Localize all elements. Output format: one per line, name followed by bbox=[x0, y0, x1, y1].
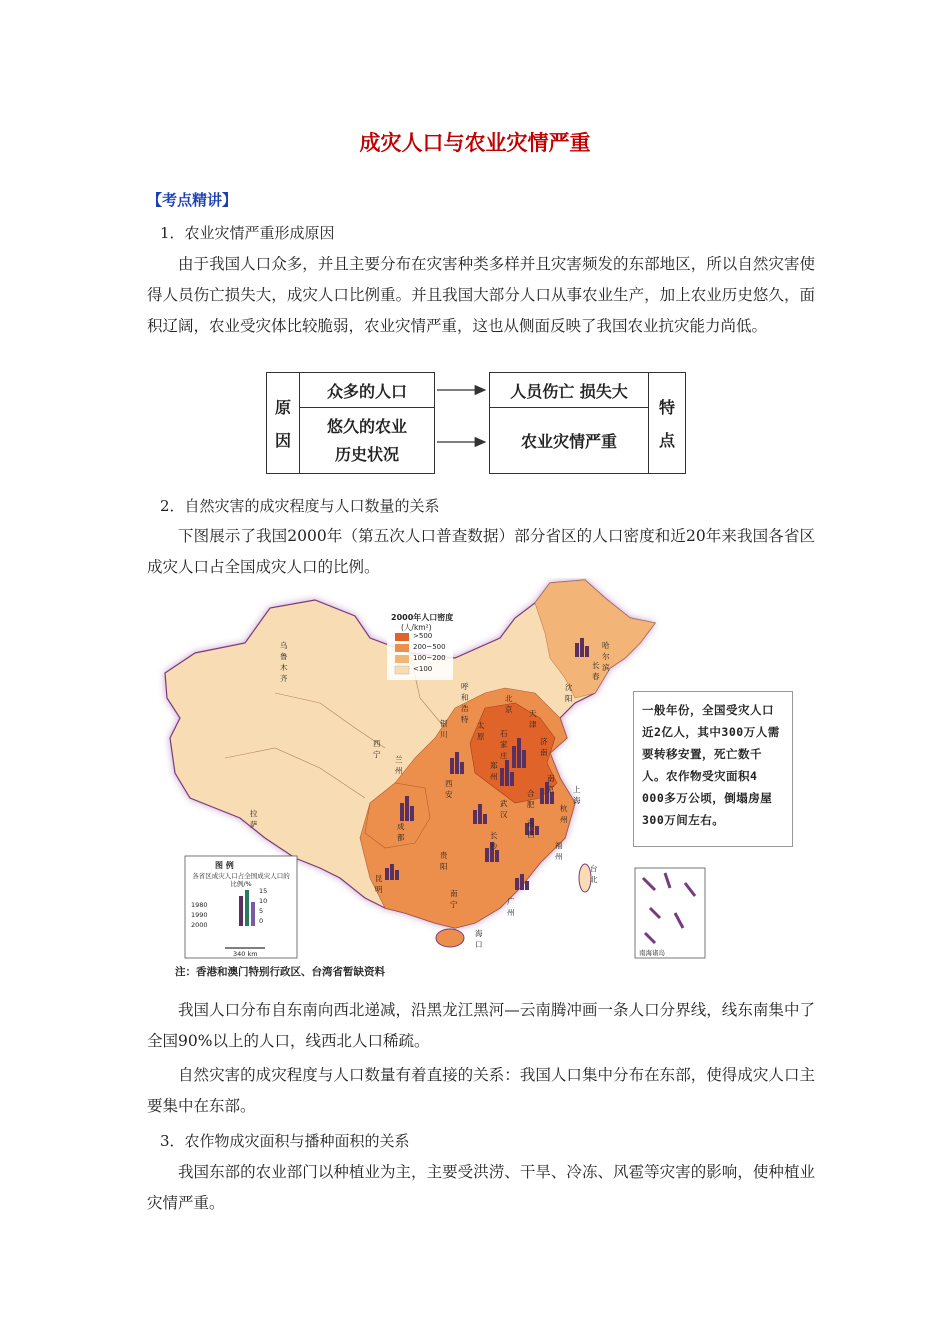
disaster-info-box: 一般年份，全国受灾人口近2亿人，其中300万人需要转移安置，死亡数千人。农作物受灾面积4 000多万公顷，倒塌房屋300万间左右。 bbox=[633, 691, 793, 847]
hainan bbox=[436, 929, 464, 947]
effect-casualty-box bbox=[489, 372, 649, 408]
heading-2: 2．自然灾害的成灾程度与人口数量的关系 bbox=[160, 497, 440, 515]
city-label: 北京 bbox=[505, 694, 513, 714]
density-class-4: <100 bbox=[413, 665, 433, 673]
city-label: 福州 bbox=[555, 841, 563, 861]
city-label: 昆明 bbox=[375, 874, 383, 894]
city-label: 沈阳 bbox=[565, 683, 573, 703]
scale-label: 340 km bbox=[233, 950, 258, 958]
density-class-2: 200~500 bbox=[413, 643, 446, 651]
city-label: 南昌 bbox=[527, 819, 535, 839]
legend-tick: 0 bbox=[259, 917, 264, 925]
city-label: 武汉 bbox=[500, 799, 508, 819]
effect-agri-box bbox=[489, 407, 649, 474]
feature-label-char-1: 特 bbox=[658, 398, 675, 417]
city-label: 西宁 bbox=[373, 739, 381, 759]
city-label: 太原 bbox=[477, 721, 485, 741]
city-label: 杭州 bbox=[560, 804, 568, 824]
density-swatch-2 bbox=[395, 644, 409, 652]
cause-population: 众多的人口 bbox=[326, 381, 407, 401]
city-label: 长春 bbox=[592, 661, 600, 681]
paragraph-2-intro: 下图展示了我国2000年（第五次人口普查数据）部分省区的人口密度和近20年来我国各省区成灾人口占全国成灾人口的比例。 bbox=[147, 527, 815, 576]
city-label: 呼和浩特 bbox=[461, 682, 469, 724]
city-label: 上海 bbox=[573, 785, 581, 805]
effect-casualty: 人员伤亡 损失大 bbox=[510, 381, 628, 401]
city-label: 兰州 bbox=[395, 755, 403, 775]
city-label: 郑州 bbox=[490, 761, 498, 781]
city-label: 南京 bbox=[547, 774, 555, 794]
city-label: 台北 bbox=[590, 864, 598, 884]
city-label: 济南 bbox=[540, 737, 548, 757]
legend-tick: 15 bbox=[259, 887, 268, 895]
legend-year-2: 1990 bbox=[191, 911, 208, 919]
heading-1: 1．农业灾情严重形成原因 bbox=[160, 224, 335, 242]
city-label: 石家庄 bbox=[500, 729, 508, 760]
city-label: 拉萨 bbox=[250, 809, 258, 829]
heading-3: 3．农作物成灾面积与播种面积的关系 bbox=[160, 1132, 410, 1150]
density-legend-labels bbox=[413, 631, 446, 675]
paragraph-3: 我国东部的农业部门以种植业为主，主要受洪涝、干旱、冷冻、风雹等灾害的影响，使种植业灾情严重。 bbox=[147, 1163, 815, 1212]
city-label: 南宁 bbox=[450, 889, 458, 909]
section-label: 【考点精讲】 bbox=[147, 191, 238, 209]
legend-tick: 10 bbox=[259, 897, 268, 905]
city-label: 海口 bbox=[475, 929, 483, 949]
bar-legend-sub: 各省区成灾人口占全国成灾人口的比例/% bbox=[192, 872, 290, 888]
density-class-1: >500 bbox=[413, 632, 433, 640]
city-label: 乌鲁木齐 bbox=[280, 641, 288, 683]
cause-effect-diagram bbox=[266, 372, 686, 474]
south-sea-label: 南海诸岛 bbox=[639, 949, 665, 957]
paragraph-1: 由于我国人口众多，并且主要分布在灾害种类多样并且灾害频发的东部地区，所以自然灾害使得人员伤亡损失大，成灾人口比例重。并且我国大部分人口从事农业生产，加上农业历史悠久，面积辽阔，农业受灾体比较脆弱，农业灾情严重，这也从侧面反映了我国农业抗灾能力尚低。 bbox=[147, 255, 815, 335]
effect-agri: 农业灾情严重 bbox=[520, 432, 617, 451]
city-label: 成都 bbox=[397, 822, 405, 842]
bar-legend-ticks bbox=[259, 886, 267, 926]
bar-legend-years bbox=[191, 900, 208, 930]
feature-label-char-2: 点 bbox=[658, 431, 675, 450]
feature-label-box bbox=[648, 372, 686, 474]
map-note: 注：香港和澳门特别行政区、台湾省暂缺资料 bbox=[175, 966, 385, 978]
city-label: 合肥 bbox=[527, 789, 535, 809]
density-swatch-3 bbox=[395, 655, 409, 663]
city-label: 银川 bbox=[440, 719, 448, 739]
density-swatch-1 bbox=[395, 633, 409, 641]
cause-population-box bbox=[299, 372, 435, 408]
bar-legend-title: 图 例 bbox=[215, 861, 234, 870]
cause-history-line-1: 悠久的农业 bbox=[326, 416, 407, 436]
cause-history-box bbox=[299, 407, 435, 474]
legend-tick: 5 bbox=[259, 907, 264, 915]
density-legend-title: 2000年人口密度 bbox=[391, 613, 454, 622]
city-label: 西安 bbox=[445, 779, 453, 799]
city-label: 天津 bbox=[529, 709, 537, 729]
legend-year-3: 2000 bbox=[191, 921, 208, 929]
cause-label-char-2: 因 bbox=[274, 431, 291, 450]
arrows bbox=[435, 372, 489, 474]
density-class-3: 100~200 bbox=[413, 654, 446, 662]
city-label: 哈尔滨 bbox=[602, 641, 610, 672]
cause-history-line-2: 历史状况 bbox=[334, 444, 399, 464]
city-label: 广州 bbox=[507, 897, 515, 917]
paragraph-2-2: 自然灾害的成灾程度与人口数量有着直接的关系：我国人口集中分布在东部，使得成灾人口主要集中在东部。 bbox=[147, 1066, 815, 1115]
page-title: 成灾人口与农业灾情严重 bbox=[359, 131, 591, 155]
city-label: 长沙 bbox=[490, 831, 498, 851]
density-legend-unit: (人/km²) bbox=[401, 623, 432, 632]
cause-label-box bbox=[266, 372, 300, 474]
paragraph-2-1: 我国人口分布自东南向西北递减，沿黑龙江黑河—云南腾冲画一条人口分界线，线东南集中了全国90%以上的人口，线西北人口稀疏。 bbox=[147, 1001, 815, 1050]
cause-label-char-1: 原 bbox=[274, 398, 291, 417]
legend-year-1: 1980 bbox=[191, 901, 208, 909]
city-label: 贵阳 bbox=[440, 851, 448, 871]
density-swatch-4 bbox=[395, 666, 409, 674]
